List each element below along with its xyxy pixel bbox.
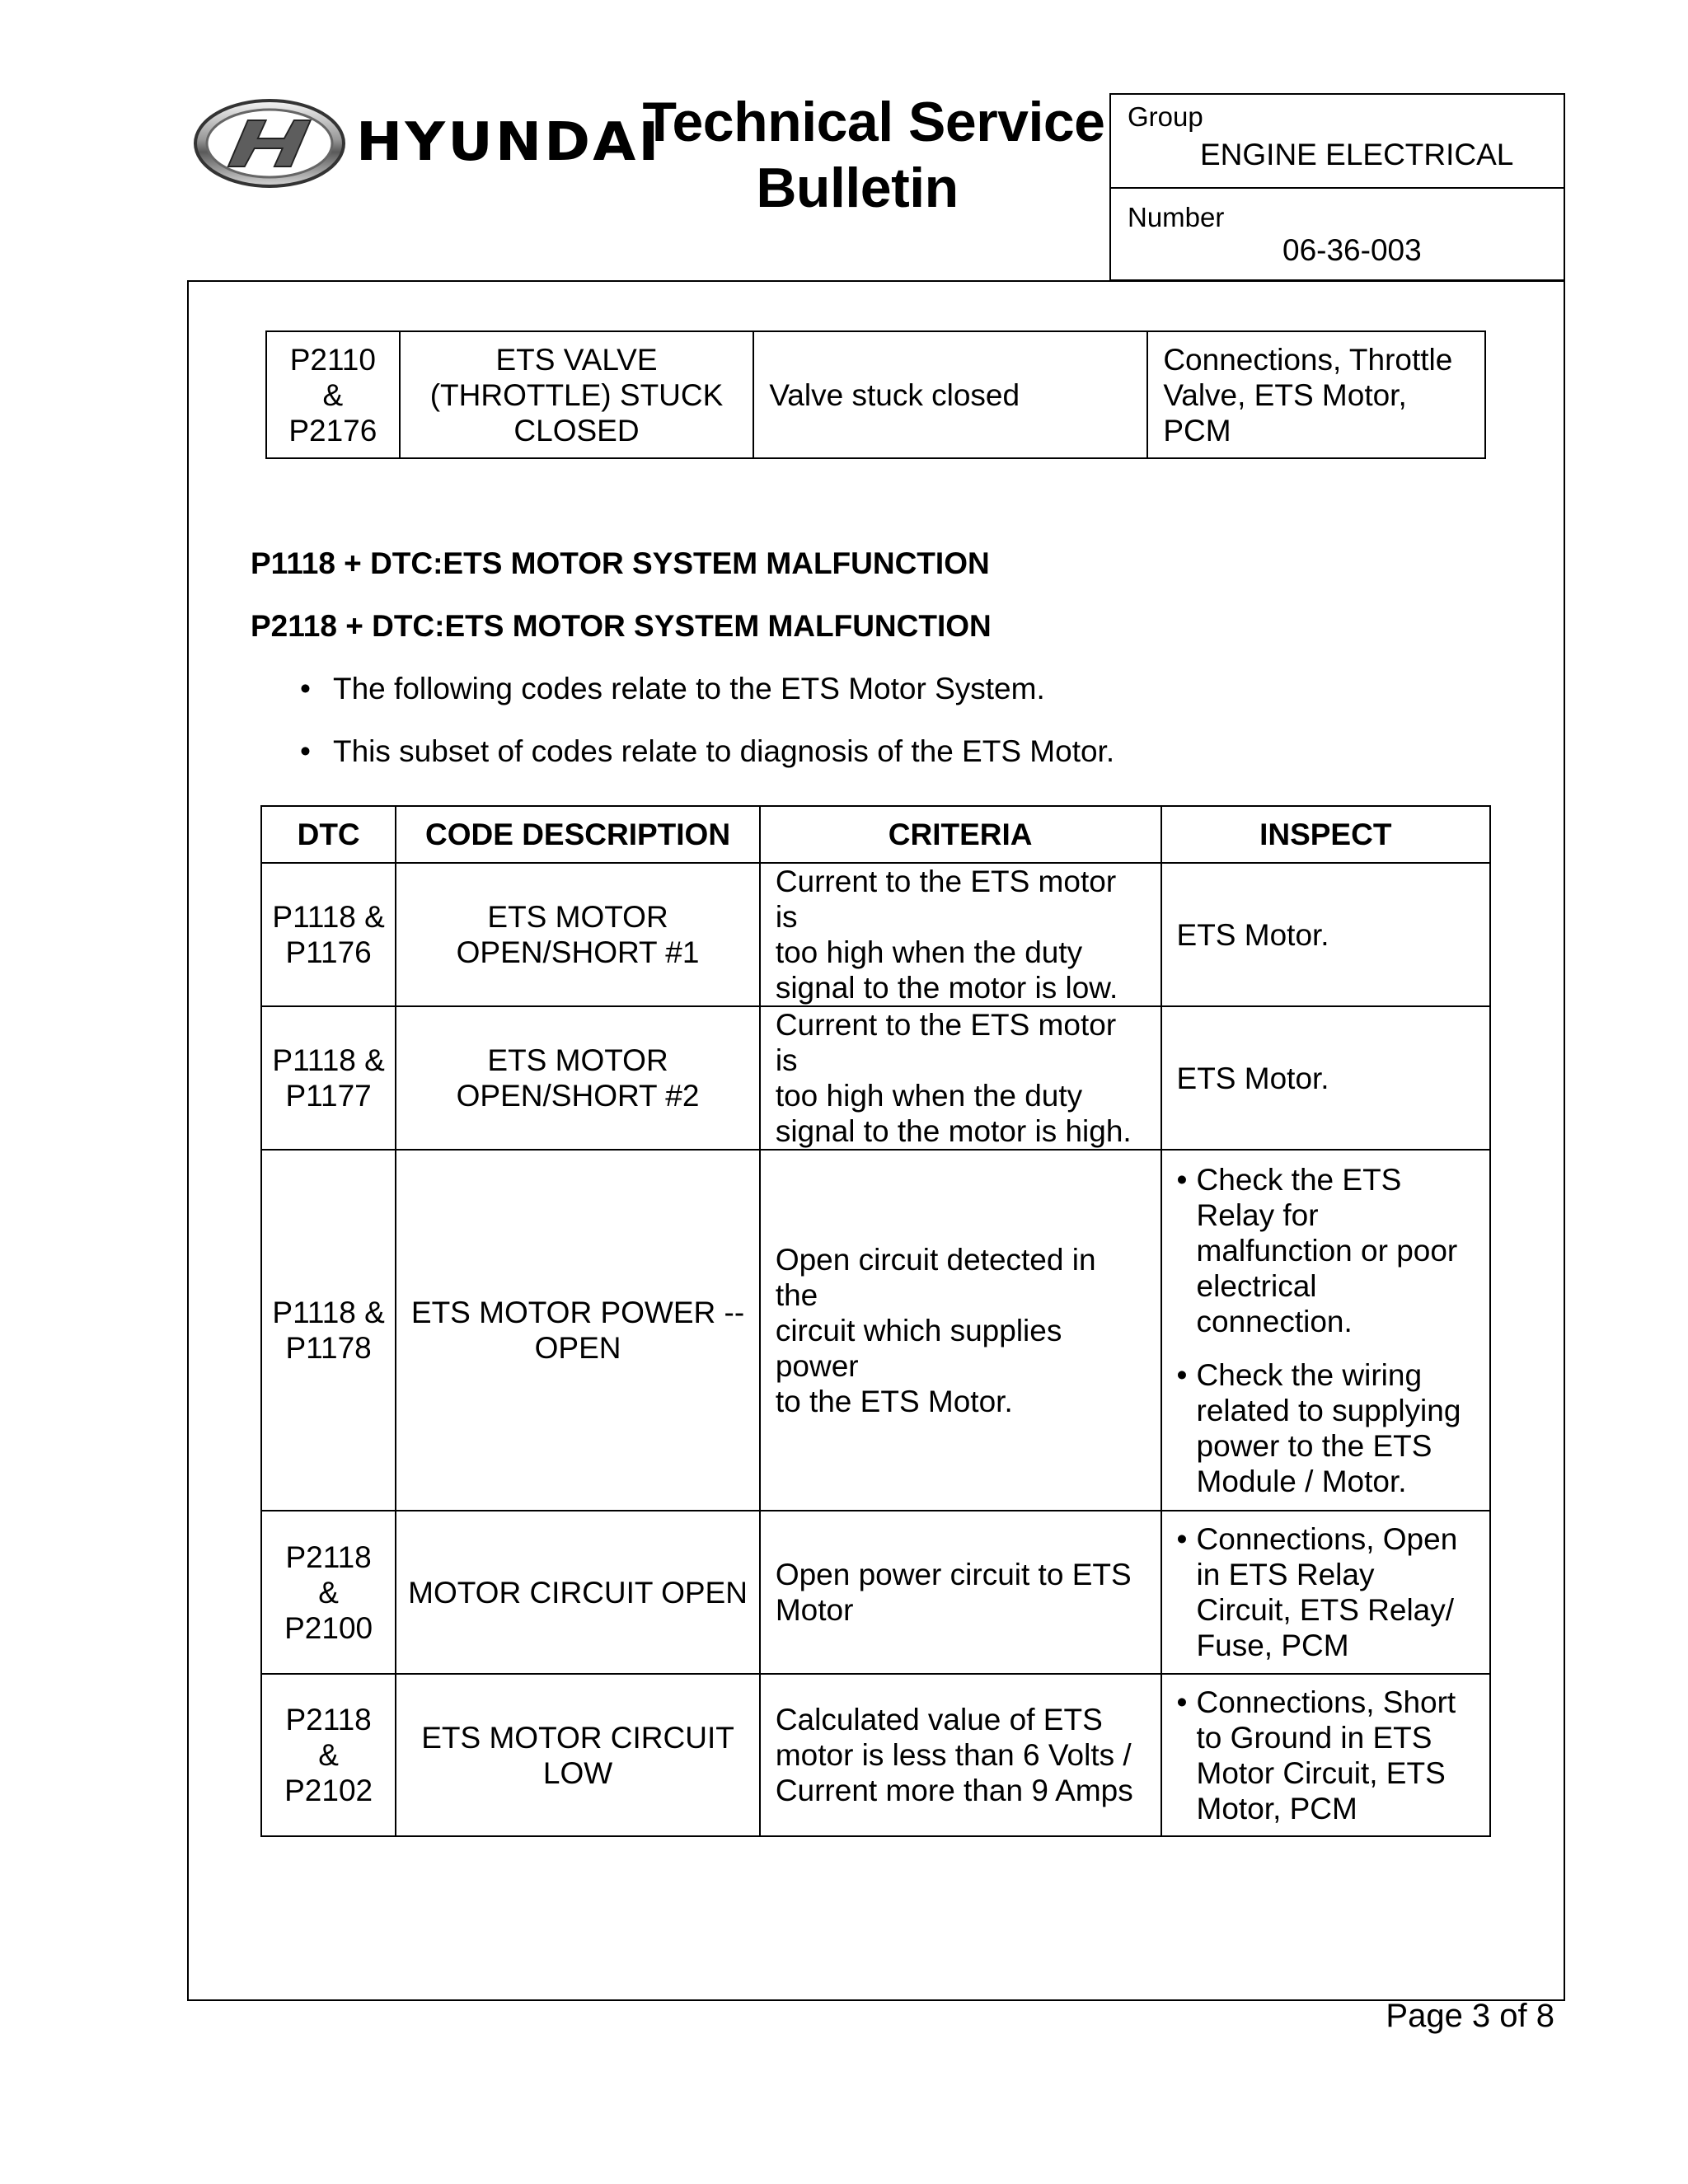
description-cell: ETS MOTOR OPEN/SHORT #2	[396, 1006, 760, 1150]
inspect-cell	[1161, 1674, 1490, 1836]
criteria-cell: Calculated value of ETS motor is less than 6 Volts / Current more than 9 Amps	[760, 1674, 1161, 1836]
hyundai-logo	[191, 96, 662, 194]
dtc-cell: P1118 & P1176	[261, 863, 396, 1006]
group-label: Group	[1128, 101, 1203, 132]
inspect-cell: Connections, Throttle Valve, ETS Motor, PCM	[1147, 331, 1485, 458]
description-cell: ETS VALVE (THROTTLE) STUCK CLOSED	[400, 331, 754, 458]
header-inspect: INSPECT	[1161, 806, 1490, 863]
criteria-cell: Open circuit detected in the circuit which supplies power to the ETS Motor.	[760, 1150, 1161, 1511]
inspect-list	[1177, 1685, 1475, 1826]
header-dtc: DTC	[261, 806, 396, 863]
criteria-cell: Valve stuck closed	[753, 331, 1147, 458]
section-heading-p1118: P1118 + DTC:ETS MOTOR SYSTEM MALFUNCTION	[251, 546, 990, 580]
dtc-cell: P1118 & P1178	[261, 1150, 396, 1511]
header-info-box	[1109, 93, 1565, 281]
dtc-cell: P2118 & P2100	[261, 1511, 396, 1674]
number-label: Number	[1128, 202, 1225, 232]
list-item: • Check the ETS Relay for malfunction or poor electrical connection.	[1177, 1162, 1475, 1339]
bullet-icon: •	[300, 672, 311, 705]
title-line-2: Bulletin	[756, 157, 959, 219]
inspect-list	[1177, 1162, 1475, 1499]
table-row	[261, 1150, 1490, 1511]
bullet-icon: •	[300, 734, 311, 768]
inspect-cell: ETS Motor.	[1161, 863, 1490, 1006]
table-row	[266, 331, 1485, 458]
table-row	[261, 863, 1490, 1006]
dtc-cell: P1118 & P1177	[261, 1006, 396, 1150]
description-cell: ETS MOTOR CIRCUIT LOW	[396, 1674, 760, 1836]
number-value: 06-36-003	[1282, 233, 1422, 267]
page-number: Page 3 of 8	[1386, 1998, 1554, 2034]
brand-wordmark: HYUNDAI	[356, 112, 662, 173]
group-value: ENGINE ELECTRICAL	[1200, 138, 1514, 171]
header-code-description: CODE DESCRIPTION	[396, 806, 760, 863]
criteria-cell: Current to the ETS motor is too high when the duty signal to the motor is low.	[760, 863, 1161, 1006]
list-item: • Connections, Open in ETS Relay Circuit, ETS Relay/ Fuse, PCM	[1177, 1521, 1475, 1663]
inspect-cell	[1161, 1511, 1490, 1674]
dtc-cell: P2118 & P2102	[261, 1674, 396, 1836]
inspect-cell: ETS Motor.	[1161, 1006, 1490, 1150]
criteria-cell: Current to the ETS motor is too high when the duty signal to the motor is high.	[760, 1006, 1161, 1150]
dtc-cell: P2110 & P2176	[266, 331, 400, 458]
list-item: • Connections, Short to Ground in ETS Motor Circuit, ETS Motor, PCM	[1177, 1685, 1475, 1826]
criteria-cell: Open power circuit to ETS Motor	[760, 1511, 1161, 1674]
description-cell: ETS MOTOR OPEN/SHORT #1	[396, 863, 760, 1006]
table-row	[261, 1674, 1490, 1836]
list-item: • Check the wiring related to supplying power to the ETS Module / Motor.	[1177, 1357, 1475, 1499]
table-row	[261, 1006, 1490, 1150]
group-row	[1111, 95, 1564, 189]
section-heading-p2118: P2118 + DTC:ETS MOTOR SYSTEM MALFUNCTION	[251, 609, 992, 643]
bulletin-title	[626, 89, 1121, 221]
ets-valve-table	[265, 330, 1486, 459]
list-item: • The following codes relate to the ETS Motor System.	[300, 672, 1045, 705]
inspect-cell	[1161, 1150, 1490, 1511]
inspect-list	[1177, 1521, 1475, 1663]
list-item: • This subset of codes relate to diagnosis of the ETS Motor.	[300, 734, 1115, 768]
description-cell: MOTOR CIRCUIT OPEN	[396, 1511, 760, 1674]
description-cell: ETS MOTOR POWER -- OPEN	[396, 1150, 760, 1511]
header-criteria: CRITERIA	[760, 806, 1161, 863]
table-header-row	[261, 806, 1490, 863]
title-line-1: Technical Service	[642, 91, 1105, 153]
ets-motor-dtc-table	[260, 805, 1491, 1837]
table-row	[261, 1511, 1490, 1674]
